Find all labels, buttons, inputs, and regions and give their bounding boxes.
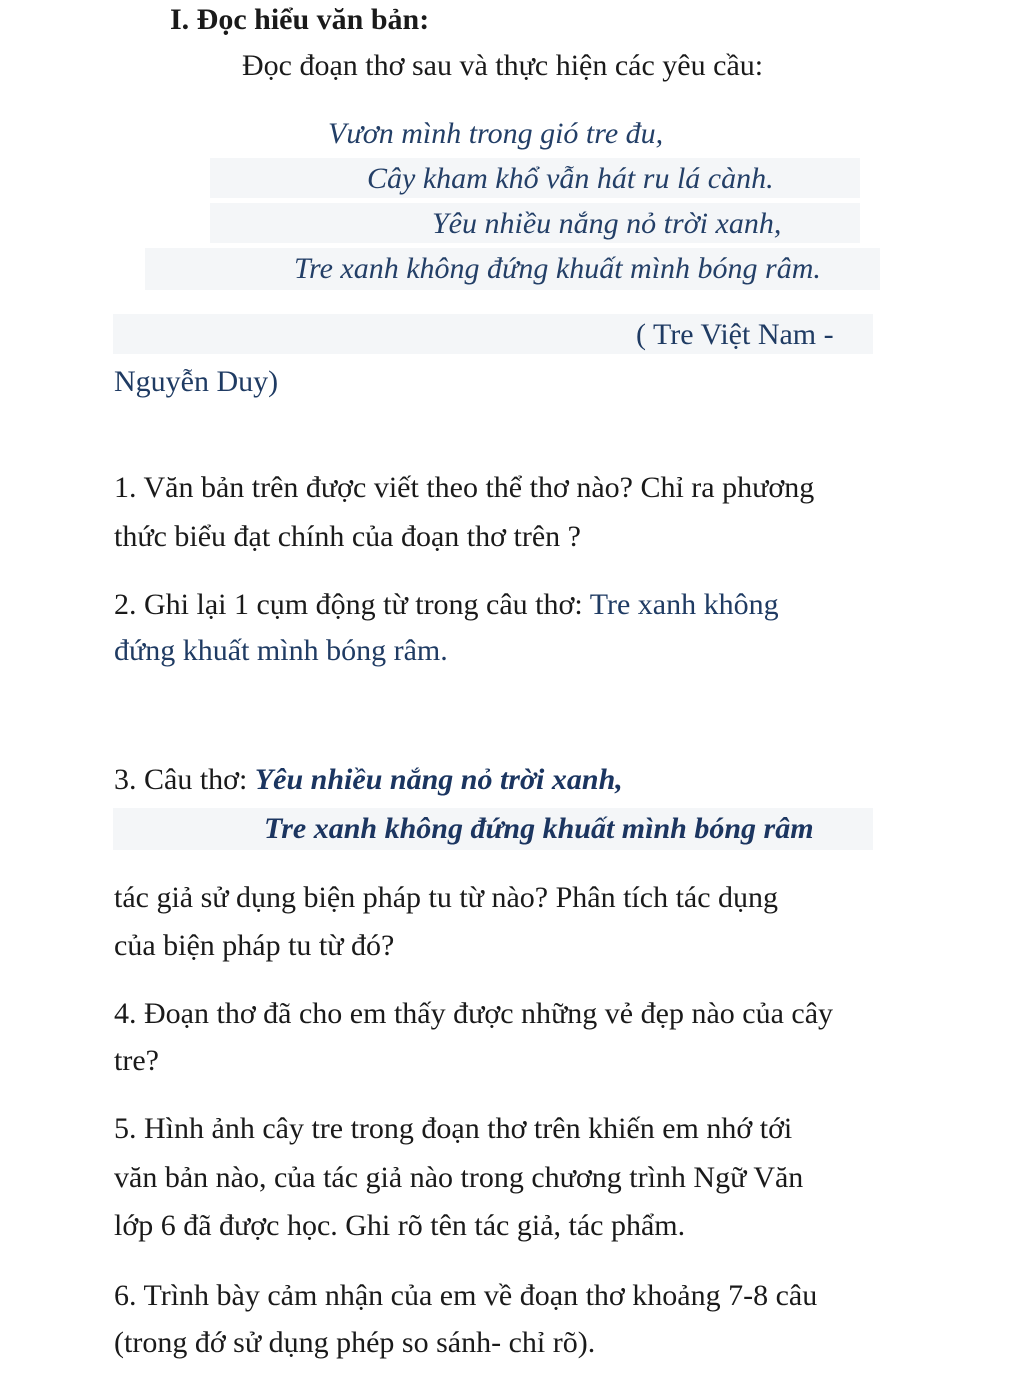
poem-line-3: Yêu nhiều nắng nỏ trời xanh,	[432, 207, 782, 240]
question-2-prefix: 2. Ghi lại 1 cụm động từ trong câu thơ:	[114, 588, 590, 621]
question-5-line-3: lớp 6 đã được học. Ghi rõ tên tác giả, tác phẩm.	[114, 1209, 686, 1242]
poem-author: Nguyễn Duy)	[114, 365, 279, 398]
section-instruction: Đọc đoạn thơ sau và thực hiện các yêu cầu:	[242, 49, 764, 82]
question-3-quote-1: Yêu nhiều nắng nỏ trời xanh,	[254, 763, 623, 796]
question-2-line-1	[114, 587, 779, 623]
question-6-line-2: (trong đớ sử dụng phép so sánh- chỉ rõ).	[114, 1326, 596, 1359]
question-3-prefix: 3. Câu thơ:	[114, 763, 255, 796]
question-5-line-1: 5. Hình ảnh cây tre trong đoạn thơ trên khiến em nhớ tới	[114, 1112, 793, 1145]
question-3-line-4: của biện pháp tu từ đó?	[114, 929, 395, 962]
question-6-line-1: 6. Trình bày cảm nhận của em về đoạn thơ khoảng 7-8 câu	[114, 1279, 818, 1312]
question-1-line-1: 1. Văn bản trên được viết theo thể thơ nào? Chỉ ra phương	[114, 471, 815, 504]
question-2-line-2: đứng khuất mình bóng râm.	[114, 634, 448, 667]
question-4-line-2: tre?	[114, 1044, 159, 1077]
poem-line-2: Cây kham khổ vẫn hát ru lá cành.	[367, 162, 774, 195]
question-3-quote-2: Tre xanh không đứng khuất mình bóng râm	[264, 812, 814, 845]
question-4-line-1: 4. Đoạn thơ đã cho em thấy được những vẻ đẹp nào của cây	[114, 997, 834, 1030]
question-1-line-2: thức biểu đạt chính của đoạn thơ trên ?	[114, 520, 581, 553]
question-3-line-3: tác giả sử dụng biện pháp tu từ nào? Phân tích tác dụng	[114, 881, 779, 914]
section-title: I. Đọc hiểu văn bản:	[170, 3, 430, 36]
question-2-quote: Tre xanh không	[589, 588, 779, 621]
question-5-line-2: văn bản nào, của tác giả nào trong chương trình Ngữ Văn	[114, 1161, 804, 1194]
poem-line-4: Tre xanh không đứng khuất mình bóng râm.	[294, 252, 821, 285]
question-3-line-1	[114, 762, 623, 798]
poem-line-1: Vươn mình trong gió tre đu,	[328, 117, 664, 150]
poem-source: ( Tre Việt Nam -	[636, 318, 834, 351]
